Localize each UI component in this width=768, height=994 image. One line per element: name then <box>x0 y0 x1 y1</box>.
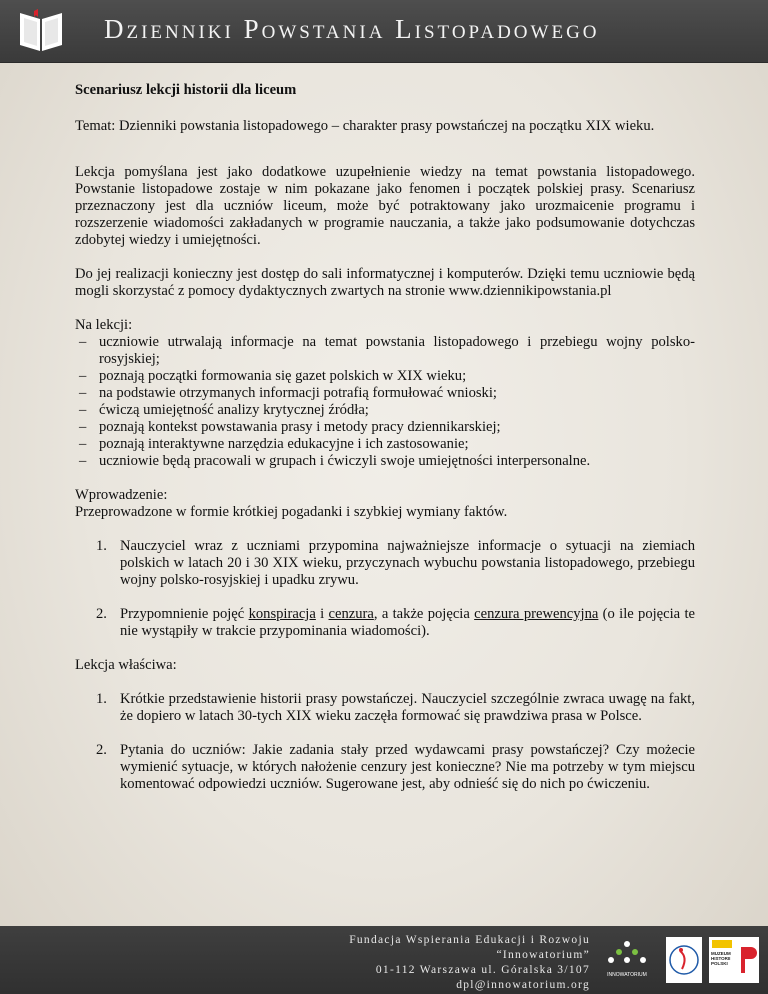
step-text: , a także pojęcia <box>373 606 475 622</box>
list-item: – poznają interaktywne narzędzia edukacyjne i ich zastosowanie; <box>75 436 695 453</box>
lesson-goals-label: Na lekcji: <box>75 317 133 333</box>
term-konspiracja: konspiracja <box>248 606 316 622</box>
dots-icon <box>597 936 657 972</box>
main-lesson-steps <box>75 691 695 793</box>
step-text: Pytania do uczniów: Jakie zadania stały przed wydawcami prasy powstańczej? Czy możecie wymienić sytuacje, w których nałożenie cenzury jest konieczne? Nie ma potrzeby w tym miejscu komentować odpowiedzi uczniów. Sugerowane jest, aby odnieść się do nich po ćwiczeniu. <box>120 742 695 792</box>
foundation-subname: “Innowatorium” <box>496 949 590 961</box>
partner-logo <box>666 937 702 983</box>
step-text: Przypomnienie pojęć <box>120 606 249 622</box>
introduction-label: Wprowadzenie: <box>75 487 168 503</box>
step-text: Nauczyciel wraz z uczniami przypomina najważniejsze informacje o sytuacji na ziemiach polskich w latach 20 i 30 XIX wieku, przyczynach wybuchu powstania listopadowego, przebiegu wojny polsko-rosyjskiej i upadku zrywu. <box>120 538 695 588</box>
foundation-street: 01-112 Warszawa ul. Góralska 3/107 <box>375 964 590 976</box>
foundation-name: Fundacja Wspierania Edukacji i Rozwoju <box>349 934 590 946</box>
document-body <box>75 82 695 793</box>
header-bar <box>0 0 768 63</box>
step-text: i <box>315 606 329 622</box>
list-item <box>75 538 695 589</box>
lesson-topic: Temat: Dzienniki powstania listopadowego – charakter prasy powstańczej na początku XIX wieku. <box>75 118 655 134</box>
requirements-paragraph: Do jej realizacji konieczny jest dostęp do sali informatycznej i komputerów. Dzięki temu uczniowie będą mogli skorzystać z pomocy dydaktycznych zwartych na stronie www.dziennikipowstania.pl <box>75 266 695 299</box>
list-item: – poznają początki formowania się gazet polskich w XIX wieku; <box>75 368 695 385</box>
museum-label: MUZEUM HISTORII POLSKI <box>711 951 731 966</box>
step-number: 2. <box>96 606 107 622</box>
innowatorium-label: INNOWATORIUM <box>607 972 647 978</box>
open-book-icon <box>16 9 66 55</box>
step-number: 1. <box>96 691 107 707</box>
main-lesson-label: Lekcja właściwa: <box>75 657 177 673</box>
introduction-steps <box>75 538 695 640</box>
circle-emblem-icon <box>666 937 702 983</box>
innowatorium-logo <box>597 936 657 982</box>
foundation-email[interactable]: dpl@innowatorium.org <box>456 979 590 991</box>
list-item: – poznają kontekst powstawania prasy i metody pracy dziennikarskiej; <box>75 419 695 436</box>
intro-paragraph: Lekcja pomyślana jest jako dodatkowe uzupełnienie wiedzy na temat powstania listopadowego. Powstanie listopadowe zostaje w nim pokazane jako fenomen i początek polskiej prasy. Scenariusz przeznaczony jest dla uczniów liceum, może być potraktowany jako urozmaicenie programu i rozszerzenie wiadomości zakładanych w programie nauczania, a także jako podsumowanie dotychczas zdobytej wiedzy i umiejętności. <box>75 164 695 248</box>
foundation-address <box>340 933 590 993</box>
lesson-goals-list <box>75 334 695 470</box>
list-item: – na podstawie otrzymanych informacji potrafią formułować wnioski; <box>75 385 695 402</box>
list-item: – ćwiczą umiejętność analizy krytycznej źródła; <box>75 402 695 419</box>
document-title: Scenariusz lekcji historii dla liceum <box>75 82 297 98</box>
site-title: Dzienniki Powstania Listopadowego <box>104 14 600 44</box>
term-cenzura: cenzura <box>328 606 374 622</box>
list-item <box>75 691 695 725</box>
step-number: 2. <box>96 742 107 758</box>
list-item: – uczniowie utrwalają informacje na temat powstania listopadowego i przebiegu wojny polsko-rosyjskiej; <box>75 334 695 368</box>
muzeum-historii-polski-logo <box>709 937 759 983</box>
list-item <box>75 606 695 640</box>
term-cenzura-prewencyjna: cenzura prewencyjna <box>474 606 599 622</box>
step-text: Krótkie przedstawienie historii prasy powstańczej. Nauczyciel szczególnie zwraca uwagę na fakt, że dopiero w latach 30-tych XIX wieku zaczęła formować się prawdziwa prasa w Polsce. <box>120 691 695 724</box>
list-item: – uczniowie będą pracowali w grupach i ćwiczyli swoje umiejętności interpersonalne. <box>75 453 695 470</box>
list-item <box>75 742 695 793</box>
step-number: 1. <box>96 538 107 554</box>
introduction-text: Przeprowadzone w formie krótkiej pogadanki i szybkiej wymiany faktów. <box>75 504 508 520</box>
step-text: (o ile pojęcia te nie wystąpiły w trakcie przypominania wiadomości). <box>120 606 695 639</box>
